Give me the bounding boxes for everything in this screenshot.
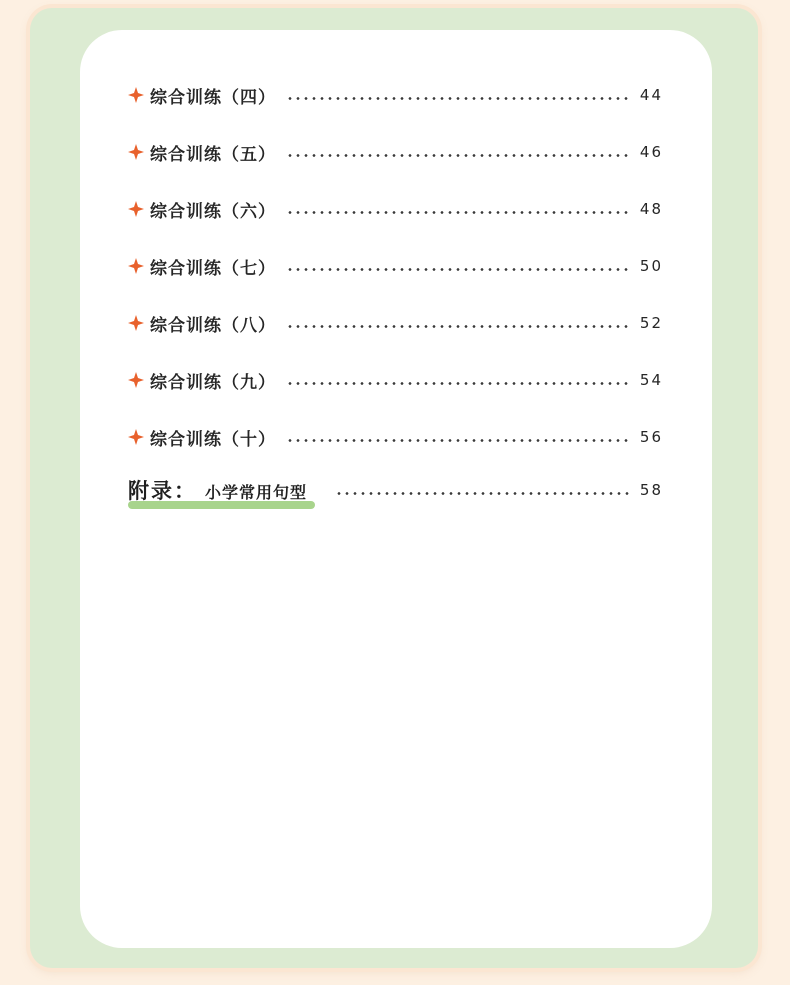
toc-entry-title: 综合训练（五）: [150, 144, 276, 165]
toc-entry[interactable]: [128, 308, 663, 338]
toc-entry-page: 44: [639, 86, 663, 104]
four-point-star-icon: [128, 87, 144, 103]
toc-entry-title: 综合训练（八）: [150, 315, 276, 336]
toc-entry-page: 48: [639, 200, 663, 218]
toc-entry-title: 综合训练（四）: [150, 87, 276, 108]
toc-entry-title: 综合训练（九）: [150, 372, 276, 393]
four-point-star-icon: [128, 315, 144, 331]
toc-entry-page: 46: [639, 143, 663, 161]
dot-leader: [286, 154, 632, 157]
appendix-prefix: 附录：: [128, 479, 197, 503]
appendix-page: 58: [639, 481, 663, 499]
toc-entry-page: 52: [639, 314, 663, 332]
four-point-star-icon: [128, 258, 144, 274]
toc-entry-page: 56: [639, 428, 663, 446]
toc-entry[interactable]: [128, 365, 663, 395]
toc-entry[interactable]: [128, 80, 663, 110]
dot-leader: [286, 439, 632, 442]
four-point-star-icon: [128, 429, 144, 445]
dot-leader: [286, 268, 632, 271]
dot-leader: [286, 97, 632, 100]
dot-leader: [286, 325, 632, 328]
toc-entry-title: 综合训练（六）: [150, 201, 276, 222]
toc-entry[interactable]: [128, 194, 663, 224]
toc-entry[interactable]: [128, 422, 663, 452]
four-point-star-icon: [128, 144, 144, 160]
toc-entry-title: 综合训练（七）: [150, 258, 276, 279]
toc-entry-title: 综合训练（十）: [150, 429, 276, 450]
appendix-label: [128, 475, 313, 505]
dot-leader: [335, 492, 632, 495]
toc-entry[interactable]: [128, 137, 663, 167]
toc-entry-page: 54: [639, 371, 663, 389]
toc-entry-page: 50: [639, 257, 663, 275]
toc-entry[interactable]: [128, 251, 663, 281]
four-point-star-icon: [128, 372, 144, 388]
appendix-title: 小学常用句型: [205, 483, 308, 502]
dot-leader: [286, 382, 632, 385]
four-point-star-icon: [128, 201, 144, 217]
toc-appendix-entry[interactable]: [128, 472, 663, 508]
dot-leader: [286, 211, 632, 214]
